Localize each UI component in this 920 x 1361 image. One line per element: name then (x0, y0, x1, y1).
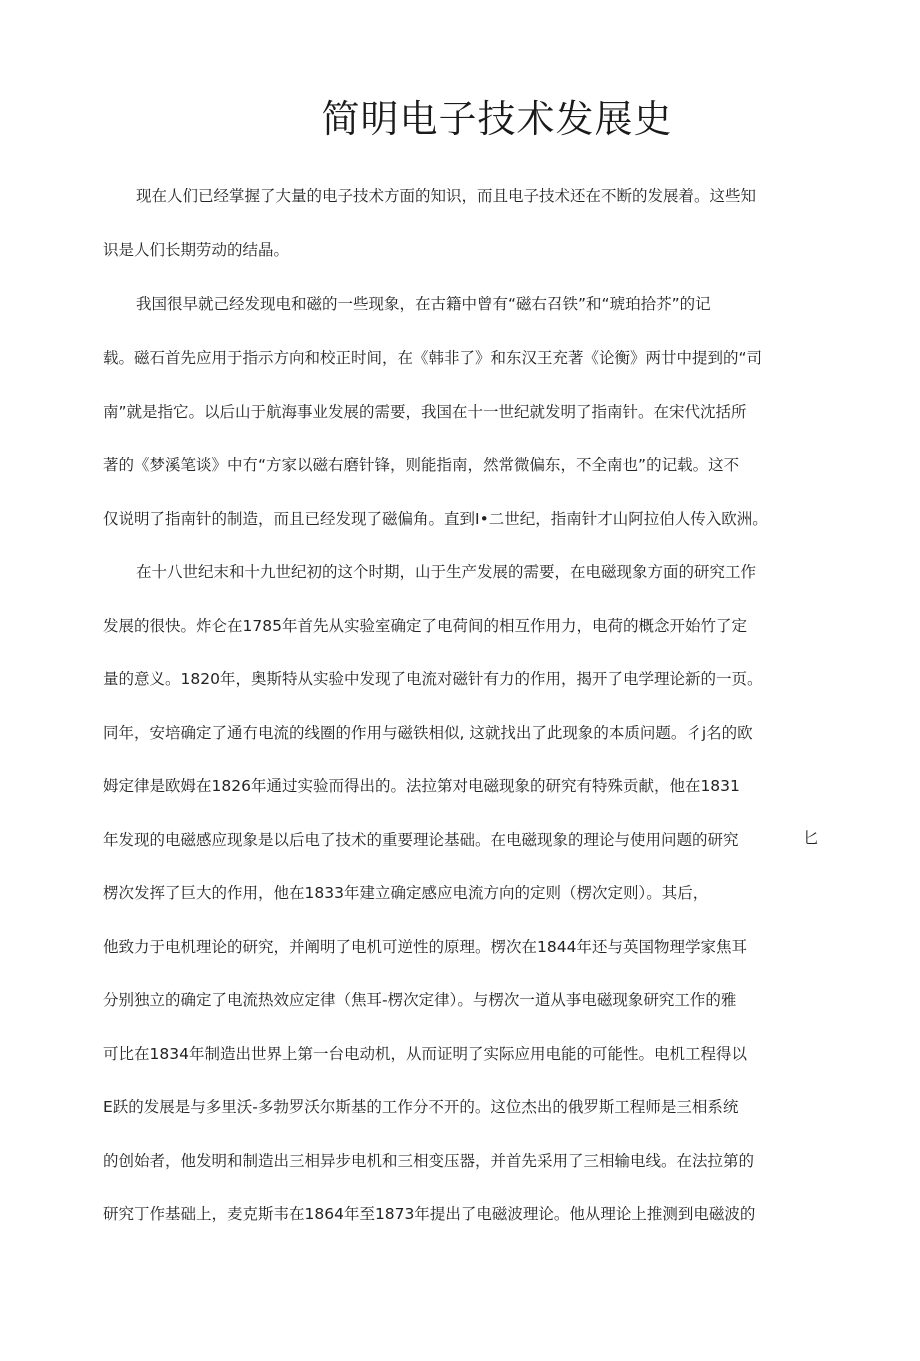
text-line-2: 识是人们长期劳动的结晶。 (103, 241, 290, 259)
text-line-13: 年发现的电磁感应现象是以后电了技术的重要理论基础。在电磁现象的理论与使用问题的研究 (103, 831, 739, 849)
text-line-4: 载。磁石首先应用于指示方向和校正时间，在《韩非了》和东汉王充著《论衡》两廿中提到的“司 (103, 349, 763, 367)
text-line-20: 研究丁作基础上，麦克斯韦在1864年至1873年提出了电磁波理论。他从理论上推测到电磁波的 (103, 1205, 756, 1223)
text-line-15: 他致力于电机理论的研究，并阐明了电机可逆性的原理。楞次在1844年还与英国物理学家焦耳 (103, 938, 747, 956)
text-line-5: 南”就是指它。以后山于航海事业发展的需要，我国在十一世纪就发明了指南针。在宋代沈括所 (103, 403, 747, 421)
text-line-8: 在十八世纪末和十九世纪初的这个时期，山于生产发展的需要，在电磁现象方面的研究工作 (136, 563, 757, 581)
document-title: 简明电子技术发展史 (321, 97, 673, 141)
text-line-3: 我国很早就己经发现电和磁的一些现象，在古籍中曾有“磁右召铁”和“琥珀拾芥”的记 (136, 295, 711, 313)
text-line-6: 著的《梦溪笔谈》中冇“方家以磁右磨针锋，则能指南，然常微偏东，不全南也”的记载。这不 (103, 456, 740, 474)
text-line-1: 现在人们已经掌握了大量的电子技术方面的知识，而且电子技术还在不断的发展着。这些知 (136, 187, 757, 205)
text-line-19: 的创始者，他发明和制造出三相异步电机和三相变压器，并首先采用了三相输电线。在法拉第的 (103, 1152, 755, 1170)
text-line-12: 姆定律是欧姆在1826年通过实验而得出的。法拉第对电磁现象的研究有特殊贡献，他在1831 (103, 777, 740, 795)
text-line-11: 同年，安培确定了通冇电流的线圈的作用与磁铁相似, 这就找出了此现象的本质问题。彳j名的欧 (103, 724, 753, 742)
text-line-18: E跃的发展是与多里沃-多勃罗沃尔斯基的工作分不开的。这位杰出的俄罗斯工程师是三相系统 (103, 1098, 739, 1116)
text-line-10: 量的意义。1820年，奥斯特从实验中发现了电流对磁针有力的作用，揭开了电学理论新的一页。 (103, 670, 763, 688)
text-line-9: 发展的很快。炸仑在1785年首先从实验室确定了电荷间的相互作用力，电荷的概念开始竹了定 (103, 617, 747, 635)
text-line-16: 分别独立的确定了电流热效应定律（焦耳-楞次定律）。与楞次一道从亊电磁现象研究工作的雅 (103, 991, 737, 1009)
text-line-7: 仅说明了指南针的制造，而且已经发现了磁偏角。直到I•二世纪，指南针才山阿拉伯人传入欧洲。 (103, 510, 768, 528)
margin-character: 匕 (803, 829, 819, 847)
text-line-14: 楞次发挥了巨大的作用，他在1833年建立确定感应电流方向的定则（楞次定则）。其后， (103, 884, 709, 902)
text-line-17: 可比在1834年制造出世界上第一台电动机，从而证明了实际应用电能的可能性。电机工程得以 (103, 1045, 747, 1063)
